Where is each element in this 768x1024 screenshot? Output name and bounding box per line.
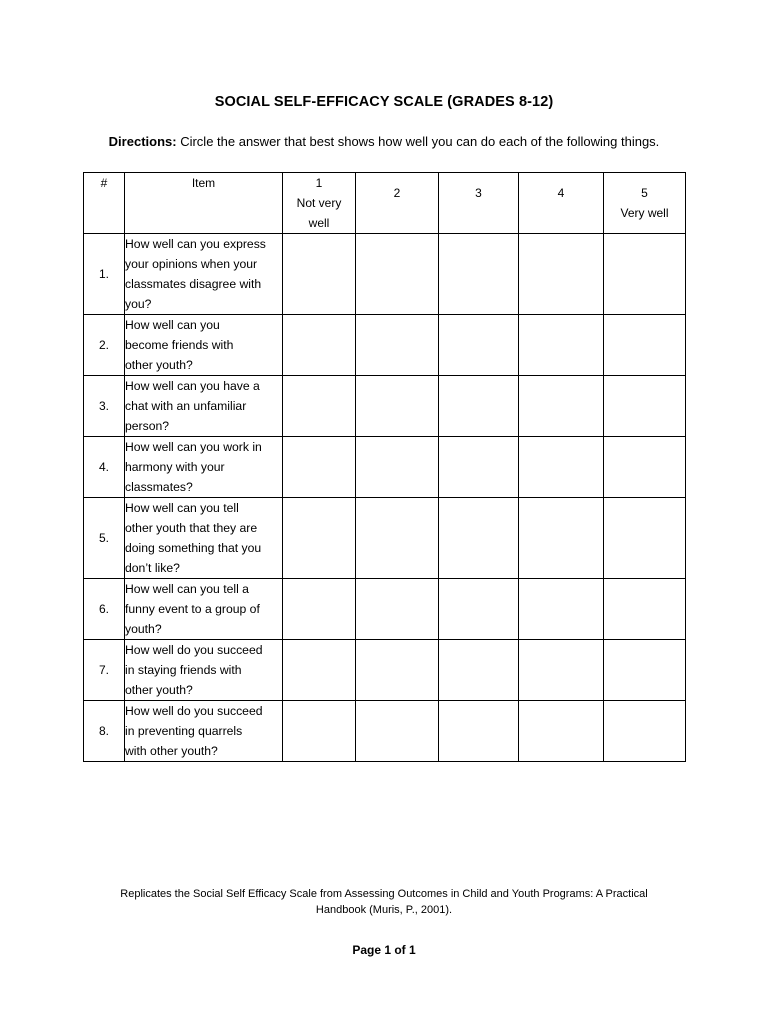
rating-2-value: 2 bbox=[393, 186, 401, 200]
answer-cell-1[interactable] bbox=[283, 376, 356, 437]
row-number: 3. bbox=[84, 376, 125, 437]
item-line: How well can you tell a bbox=[125, 582, 249, 596]
item-line: your opinions when your bbox=[125, 257, 258, 271]
row-number: 7. bbox=[84, 640, 125, 701]
rating-5-label: Very well bbox=[620, 206, 669, 220]
header-item: Item bbox=[125, 173, 283, 234]
item-line: in staying friends with bbox=[125, 663, 242, 677]
item-line: in preventing quarrels bbox=[125, 724, 243, 738]
directions-text: Circle the answer that best shows how well you can do each of the following things. bbox=[180, 134, 660, 149]
answer-cell-1[interactable] bbox=[283, 234, 356, 315]
answer-cell-3[interactable] bbox=[439, 498, 519, 579]
answer-cell-5[interactable] bbox=[604, 579, 686, 640]
answer-cell-4[interactable] bbox=[519, 701, 604, 762]
header-row bbox=[84, 173, 686, 234]
answer-cell-2[interactable] bbox=[356, 640, 439, 701]
answer-cell-2[interactable] bbox=[356, 498, 439, 579]
rating-5-value: 5 bbox=[641, 186, 648, 200]
answer-cell-5[interactable] bbox=[604, 498, 686, 579]
answer-cell-4[interactable] bbox=[519, 640, 604, 701]
item-line: funny event to a group of bbox=[125, 602, 260, 616]
row-item bbox=[125, 437, 283, 498]
answer-cell-3[interactable] bbox=[439, 376, 519, 437]
answer-cell-2[interactable] bbox=[356, 315, 439, 376]
answer-cell-1[interactable] bbox=[283, 640, 356, 701]
page-title: SOCIAL SELF-EFFICACY SCALE (GRADES 8-12) bbox=[214, 94, 554, 110]
answer-cell-5[interactable] bbox=[604, 376, 686, 437]
item-line: you? bbox=[125, 297, 152, 311]
answer-cell-1[interactable] bbox=[283, 498, 356, 579]
table-row bbox=[84, 701, 686, 762]
row-number: 2. bbox=[84, 315, 125, 376]
item-line: classmates? bbox=[125, 480, 193, 494]
answer-cell-3[interactable] bbox=[439, 579, 519, 640]
answer-cell-2[interactable] bbox=[356, 234, 439, 315]
answer-cell-3[interactable] bbox=[439, 234, 519, 315]
item-line: How well can you have a bbox=[125, 379, 260, 393]
table-row bbox=[84, 498, 686, 579]
item-line: How well can you express bbox=[125, 237, 266, 251]
header-rating-3 bbox=[439, 173, 519, 234]
answer-cell-3[interactable] bbox=[439, 437, 519, 498]
rating-table bbox=[83, 172, 686, 762]
table-row bbox=[84, 640, 686, 701]
table-row bbox=[84, 315, 686, 376]
row-item bbox=[125, 234, 283, 315]
page-number: Page 1 of 1 bbox=[352, 943, 416, 957]
table-row bbox=[84, 437, 686, 498]
row-number: 5. bbox=[84, 498, 125, 579]
item-line: other youth? bbox=[125, 683, 193, 697]
answer-cell-1[interactable] bbox=[283, 579, 356, 640]
answer-cell-4[interactable] bbox=[519, 376, 604, 437]
row-number: 4. bbox=[84, 437, 125, 498]
item-line: don’t like? bbox=[125, 561, 180, 575]
item-line: How well do you succeed bbox=[125, 704, 263, 718]
answer-cell-4[interactable] bbox=[519, 437, 604, 498]
answer-cell-5[interactable] bbox=[604, 701, 686, 762]
rating-1-label-line1: Not very bbox=[296, 196, 342, 210]
row-item bbox=[125, 701, 283, 762]
header-number: # bbox=[84, 173, 125, 234]
item-line: classmates disagree with bbox=[125, 277, 262, 291]
table-row bbox=[84, 579, 686, 640]
item-line: other youth that they are bbox=[125, 521, 258, 535]
table-row bbox=[84, 234, 686, 315]
footnote-line1: Replicates the Social Self Efficacy Scale from Assessing Outcomes in Child and Youth Programs: A Practical bbox=[120, 888, 648, 900]
item-line: youth? bbox=[125, 622, 162, 636]
item-line: doing something that you bbox=[125, 541, 262, 555]
directions-label: Directions: bbox=[108, 134, 177, 149]
header-rating-1 bbox=[283, 173, 356, 234]
item-line: person? bbox=[125, 419, 170, 433]
item-line: become friends with bbox=[125, 338, 234, 352]
answer-cell-4[interactable] bbox=[519, 315, 604, 376]
row-number: 1. bbox=[84, 234, 125, 315]
item-line: chat with an unfamiliar bbox=[125, 399, 247, 413]
answer-cell-2[interactable] bbox=[356, 701, 439, 762]
rating-1-label-line2: well bbox=[308, 216, 330, 230]
footnote-line2: Handbook (Muris, P., 2001). bbox=[315, 904, 453, 916]
item-line: How well can you tell bbox=[125, 501, 239, 515]
answer-cell-3[interactable] bbox=[439, 640, 519, 701]
answer-cell-5[interactable] bbox=[604, 315, 686, 376]
header-rating-4 bbox=[519, 173, 604, 234]
rating-1-value: 1 bbox=[315, 176, 323, 190]
answer-cell-1[interactable] bbox=[283, 315, 356, 376]
table-row bbox=[84, 376, 686, 437]
answer-cell-4[interactable] bbox=[519, 498, 604, 579]
answer-cell-5[interactable] bbox=[604, 234, 686, 315]
row-item bbox=[125, 640, 283, 701]
answer-cell-3[interactable] bbox=[439, 701, 519, 762]
row-item bbox=[125, 376, 283, 437]
answer-cell-3[interactable] bbox=[439, 315, 519, 376]
row-item bbox=[125, 315, 283, 376]
answer-cell-1[interactable] bbox=[283, 701, 356, 762]
rating-3-value: 3 bbox=[475, 186, 482, 200]
answer-cell-1[interactable] bbox=[283, 437, 356, 498]
answer-cell-5[interactable] bbox=[604, 437, 686, 498]
rating-4-value: 4 bbox=[557, 186, 565, 200]
answer-cell-4[interactable] bbox=[519, 234, 604, 315]
row-number: 6. bbox=[84, 579, 125, 640]
row-number: 8. bbox=[84, 701, 125, 762]
answer-cell-5[interactable] bbox=[604, 640, 686, 701]
answer-cell-4[interactable] bbox=[519, 579, 604, 640]
item-line: harmony with your bbox=[125, 460, 225, 474]
item-line: How well can you bbox=[125, 318, 220, 332]
answer-cell-2[interactable] bbox=[356, 376, 439, 437]
row-item bbox=[125, 579, 283, 640]
item-line: with other youth? bbox=[125, 744, 218, 758]
answer-cell-2[interactable] bbox=[356, 579, 439, 640]
header-rating-2 bbox=[356, 173, 439, 234]
item-line: How well do you succeed bbox=[125, 643, 263, 657]
source-footnote bbox=[100, 886, 668, 918]
answer-cell-2[interactable] bbox=[356, 437, 439, 498]
header-rating-5 bbox=[604, 173, 686, 234]
item-line: How well can you work in bbox=[125, 440, 262, 454]
row-item bbox=[125, 498, 283, 579]
item-line: other youth? bbox=[125, 358, 193, 372]
directions bbox=[0, 134, 768, 149]
